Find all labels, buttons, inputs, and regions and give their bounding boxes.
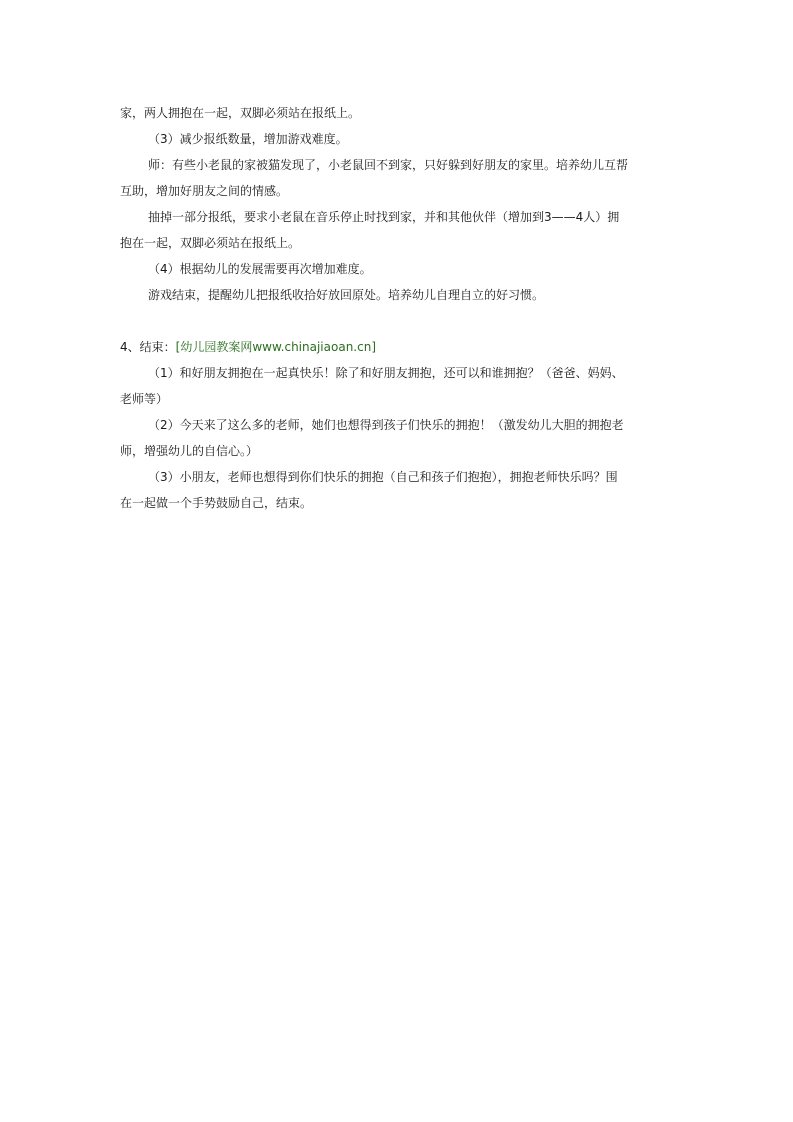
paragraph-line: 老师等） (120, 392, 169, 406)
paragraph-line: 师：有些小老鼠的家被猫发现了，小老鼠回不到家，只好躲到好朋友的家里。培养幼儿互帮 (148, 158, 629, 172)
paragraph-line: （3）小朋友，老师也想得到你们快乐的拥抱（自己和孩子们抱抱），拥抱老师快乐吗？围 (148, 470, 618, 484)
paragraph-line: 抱在一起，双脚必须站在报纸上。 (120, 236, 301, 250)
paragraph-line: （4）根据幼儿的发展需要再次增加难度。 (148, 262, 372, 276)
paragraph-line: 游戏结束，提醒幼儿把报纸收拾好放回原处。培养幼儿自理自立的好习惯。 (148, 288, 545, 302)
paragraph-line: 师，增强幼儿的自信心。） (120, 444, 259, 458)
section-heading-label: 4、结束： (120, 340, 176, 354)
paragraph-line: 家，两人拥抱在一起，双脚必须站在报纸上。 (120, 106, 361, 120)
paragraph-spacer (120, 308, 676, 334)
section-heading (120, 334, 676, 360)
paragraph-line: 在一起做一个手势鼓励自己，结束。 (120, 496, 313, 510)
paragraph-line: （3）减少报纸数量，增加游戏难度。 (148, 132, 348, 146)
paragraph-line: （2）今天来了这么多的老师，她们也想得到孩子们快乐的拥抱！（激发幼儿大胆的拥抱老 (148, 418, 624, 432)
paragraph-line: 互助，增加好朋友之间的情感。 (120, 184, 289, 198)
document-body (120, 100, 676, 516)
paragraph-line: （1）和好朋友拥抱在一起真快乐！除了和好朋友拥抱，还可以和谁拥抱？（爸爸、妈妈、 (148, 366, 624, 380)
site-link[interactable]: [幼儿园教案网www.chinajiaoan.cn] (175, 340, 376, 354)
paragraph-line: 抽掉一部分报纸，要求小老鼠在音乐停止时找到家，并和其他伙伴（增加到3——4人）拥 (148, 210, 620, 224)
